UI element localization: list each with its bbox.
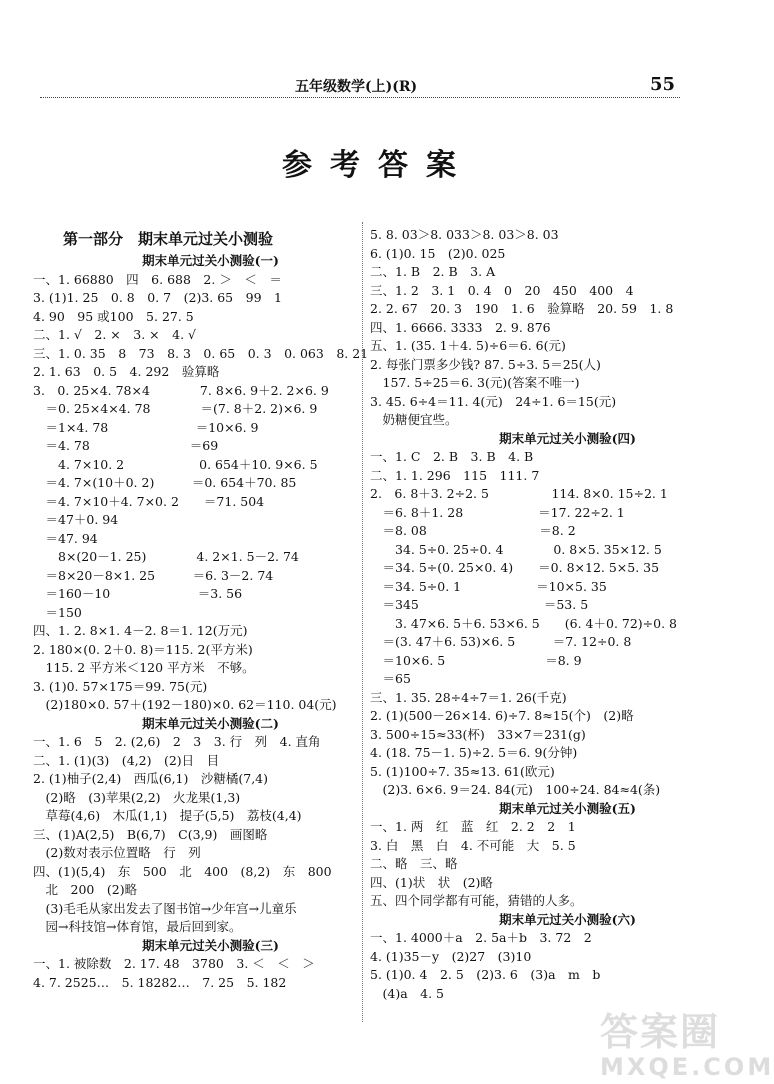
answer-line: ＝150	[33, 604, 82, 620]
answer-line: 一、1. 被除数 2. 17. 48 3780 3. ＜ ＜ ＞	[33, 956, 315, 971]
answer-line: 三、1. 0. 35 8 73 8. 3 0. 65 0. 3 0. 063 8. 21	[33, 345, 369, 361]
answer-line: 2. 2. 67 20. 3 190 1. 6 验算略 20. 59 1. 8	[370, 301, 674, 316]
main-title: 参考答案	[282, 148, 474, 183]
answer-line: (2)数对表示位置略 行 列	[33, 845, 201, 860]
answer-line: ＝47＋0. 94	[33, 512, 119, 527]
answer-line: ＝160－10 ＝3. 56	[33, 586, 243, 601]
answer-line: 3. 47×6. 5＋6. 53×6. 5 (6. 4＋0. 72)÷0. 8	[370, 615, 678, 631]
answer-line: ＝6. 8＋1. 28 ＝17. 22÷2. 1	[370, 504, 625, 520]
column-divider	[362, 222, 363, 1022]
answer-line: ＝1×4. 78 ＝10×6. 9	[33, 419, 259, 435]
answer-line: 北 200 (2)略	[33, 882, 138, 897]
answer-line: 三、(1)A(2,5) B(6,7) C(3,9) 画图略	[33, 826, 268, 842]
answer-line: (4)a 4. 5	[370, 985, 445, 1001]
answer-line: 4. 90 95 或100 5. 27. 5	[33, 308, 194, 324]
answer-line: 3. 0. 25×4. 78×4 7. 8×6. 9＋2. 2×6. 9	[33, 382, 329, 398]
answer-line: 2. (1)(500－26×14. 6)÷7. 8≈15(个) (2)略	[370, 708, 634, 723]
answer-line: 四、(1)(5,4) 东 500 北 400 (8,2) 东 800	[33, 863, 332, 879]
answer-line: ＝34. 5÷0. 1 ＝10×5. 35	[370, 578, 607, 594]
answer-line: 5. (1)100÷7. 35≈13. 61(欧元)	[370, 763, 555, 779]
page-number: 55	[650, 74, 676, 95]
watermark-url: MXQE.COM	[600, 1053, 774, 1081]
section-heading: 期末单元过关小测验(一)	[142, 253, 279, 268]
answer-line: ＝(3. 47＋6. 53)×6. 5 ＝7. 12÷0. 8	[370, 634, 632, 649]
answer-line: 园→科技馆→体育馆，最后回到家。	[33, 919, 242, 934]
answer-line: 二、1. B 2. B 3. A	[370, 264, 496, 279]
answer-line: 2. 180×(0. 2＋0. 8)＝115. 2(平方米)	[33, 641, 253, 657]
answer-line: ＝4. 7×10＋4. 7×0. 2 ＝71. 504	[33, 493, 265, 509]
answer-line: 一、1. 两 红 蓝 红 2. 2 2 1	[370, 819, 576, 834]
answer-line: 2. 6. 8＋3. 2÷2. 5 114. 8×0. 15÷2. 1	[370, 486, 668, 501]
answer-line: 3. 500÷15≈33(杯) 33×7＝231(g)	[370, 726, 586, 742]
answer-line: ＝10×6. 5 ＝8. 9	[370, 652, 582, 668]
answer-line: 8×(20－1. 25) 4. 2×1. 5－2. 74	[33, 549, 299, 564]
answer-line: 四、1. 6666. 3333 2. 9. 876	[370, 319, 551, 335]
answer-line: 五、1. (35. 1＋4. 5)÷6＝6. 6(元)	[370, 338, 566, 353]
answer-line: 三、1. 2 3. 1 0. 4 0 20 450 400 4	[370, 282, 634, 298]
answer-line: 一、1. 4000＋a 2. 5a＋b 3. 72 2	[370, 930, 592, 945]
answer-line: 草莓(4,6) 木瓜(1,1) 提子(5,5) 荔枝(4,4)	[33, 808, 302, 823]
answer-line: 一、1. C 2. B 3. B 4. B	[370, 449, 534, 464]
answer-line: 3. 45. 6÷4＝11. 4(元) 24÷1. 6＝15(元)	[370, 393, 617, 409]
watermark-logo	[600, 1010, 774, 1081]
answer-line: 115. 2 平方米＜120 平方米 不够。	[33, 660, 255, 675]
answer-line: (3)毛毛从家出发去了图书馆→少年宫→儿童乐	[33, 900, 297, 916]
answer-line: 3. (1)1. 25 0. 8 0. 7 (2)3. 65 99 1	[33, 290, 282, 305]
answer-line: ＝4. 78 ＝69	[33, 438, 219, 453]
answer-line: (2)3. 6×6. 9＝24. 84(元) 100÷24. 84≈4(条)	[370, 782, 661, 797]
answer-line: 2. (1)柚子(2,4) 西瓜(6,1) 沙糖橘(7,4)	[33, 771, 269, 786]
answer-line: 二、1. 1. 296 115 111. 7	[370, 467, 540, 483]
answer-line: ＝34. 5÷(0. 25×0. 4) ＝0. 8×12. 5×5. 35	[370, 560, 660, 575]
section-heading: 期末单元过关小测验(六)	[499, 911, 636, 927]
answer-line: 2. 每张门票多少钱? 87. 5÷3. 5＝25(人)	[370, 356, 601, 372]
answer-line: 5. 8. 03＞8. 033＞8. 03＞8. 03	[370, 227, 559, 242]
answer-line: 二、1. (1)(3) (4,2) (2)日 目	[33, 752, 220, 768]
left-answer-column	[33, 226, 369, 992]
answer-line: 三、1. 35. 28÷4÷7＝1. 26(千克)	[370, 689, 567, 705]
answer-line: ＝4. 7×(10＋0. 2) ＝0. 654＋70. 85	[33, 475, 297, 490]
section-heading: 期末单元过关小测验(二)	[142, 715, 279, 731]
answer-line: (2)略 (3)苹果(2,2) 火龙果(1,3)	[33, 789, 241, 805]
answer-line: ＝47. 94	[33, 530, 98, 546]
section-heading: 期末单元过关小测验(四)	[499, 430, 636, 446]
answer-line: 34. 5÷0. 25÷0. 4 0. 8×5. 35×12. 5	[370, 541, 662, 557]
answer-line: 四、(1)状 状 (2)略	[370, 874, 493, 890]
answer-line: 一、1. 66880 四 6. 688 2. ＞ ＜ ＝	[33, 271, 282, 287]
answer-line: 奶糖便宜些。	[370, 412, 458, 427]
answer-line: ＝8. 08 ＝8. 2	[370, 523, 576, 538]
answer-line: 4. (1)35－y (2)27 (3)10	[370, 948, 532, 964]
section-heading: 期末单元过关小测验(三)	[142, 937, 279, 953]
header-title: 五年级数学(上)(R)	[295, 79, 418, 95]
answer-line: ＝8×20－8×1. 25 ＝6. 3－2. 74	[33, 567, 274, 583]
watermark-text: 答案圈	[600, 1010, 721, 1054]
answer-line: ＝65	[370, 671, 411, 686]
answer-line: 6. (1)0. 15 (2)0. 025	[370, 245, 506, 261]
answer-line: 一、1. 6 5 2. (2,6) 2 3 3. 行 列 4. 直角	[33, 734, 321, 749]
answer-line: 3. (1)0. 57×175＝99. 75(元)	[33, 678, 208, 694]
header-divider	[40, 97, 680, 98]
answer-line: 2. 1. 63 0. 5 4. 292 验算略	[33, 364, 220, 379]
answer-line: 二、1. √ 2. × 3. × 4. √	[33, 327, 196, 342]
answer-line: ＝0. 25×4×4. 78 ＝(7. 8＋2. 2)×6. 9	[33, 401, 318, 416]
answer-line: 157. 5÷25＝6. 3(元)(答案不唯一)	[370, 375, 580, 390]
answer-line: 五、四个同学都有可能，猜错的人多。	[370, 893, 583, 908]
answer-line: 四、1. 2. 8×1. 4－2. 8＝1. 12(万元)	[33, 623, 248, 638]
section-heading: 期末单元过关小测验(五)	[499, 800, 636, 816]
part-title: 第一部分 期末单元过关小测验	[63, 230, 274, 248]
answer-line: 4. 7×10. 2 0. 654＋10. 9×6. 5	[33, 456, 318, 472]
right-answer-column	[370, 226, 715, 1003]
answer-line: 二、略 三、略	[370, 856, 458, 871]
answer-line: 4. (18. 75－1. 5)÷2. 5＝6. 9(分钟)	[370, 745, 578, 760]
answer-line: 3. 白 黑 白 4. 不可能 大 5. 5	[370, 837, 576, 853]
answer-line: (2)180×0. 57＋(192－180)×0. 62＝110. 04(元)	[33, 697, 337, 712]
answer-line: 5. (1)0. 4 2. 5 (2)3. 6 (3)a m b	[370, 967, 601, 982]
answer-line: 4. 7. 2525… 5. 18282… 7. 25 5. 182	[33, 974, 287, 990]
answer-line: ＝345 ＝53. 5	[370, 597, 589, 612]
